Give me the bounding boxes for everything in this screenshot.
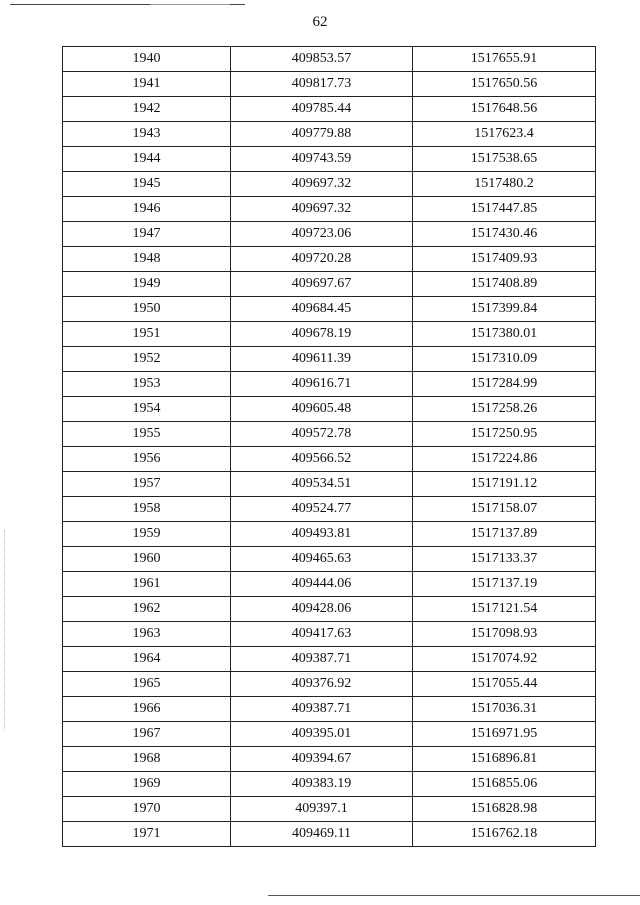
y-coordinate-cell: 1517310.09 [413, 347, 596, 372]
x-coordinate-cell: 409684.45 [231, 297, 413, 322]
y-coordinate-cell: 1517098.93 [413, 622, 596, 647]
table-row [63, 297, 596, 322]
x-coordinate-cell: 409469.11 [231, 822, 413, 847]
point-number-cell: 1963 [63, 622, 231, 647]
point-number-cell: 1956 [63, 447, 231, 472]
x-coordinate-cell: 409723.06 [231, 222, 413, 247]
table-row [63, 147, 596, 172]
point-number-cell: 1947 [63, 222, 231, 247]
x-coordinate-cell: 409779.88 [231, 122, 413, 147]
point-number-cell: 1952 [63, 347, 231, 372]
x-coordinate-cell: 409743.59 [231, 147, 413, 172]
y-coordinate-cell: 1517055.44 [413, 672, 596, 697]
y-coordinate-cell: 1517258.26 [413, 397, 596, 422]
point-number-cell: 1943 [63, 122, 231, 147]
table-row [63, 797, 596, 822]
table-row [63, 372, 596, 397]
table-row [63, 197, 596, 222]
page-number: 62 [312, 14, 328, 30]
y-coordinate-cell: 1517380.01 [413, 322, 596, 347]
margin-scan-marks [4, 530, 5, 730]
point-number-cell: 1949 [63, 272, 231, 297]
point-number-cell: 1944 [63, 147, 231, 172]
point-number-cell: 1967 [63, 722, 231, 747]
table-row [63, 47, 596, 72]
y-coordinate-cell: 1517158.07 [413, 497, 596, 522]
point-number-cell: 1965 [63, 672, 231, 697]
point-number-cell: 1951 [63, 322, 231, 347]
y-coordinate-cell: 1516855.06 [413, 772, 596, 797]
y-coordinate-cell: 1516762.18 [413, 822, 596, 847]
table-row [63, 97, 596, 122]
point-number-cell: 1953 [63, 372, 231, 397]
y-coordinate-cell: 1517430.46 [413, 222, 596, 247]
y-coordinate-cell: 1517623.4 [413, 122, 596, 147]
point-number-cell: 1945 [63, 172, 231, 197]
table-row [63, 272, 596, 297]
x-coordinate-cell: 409417.63 [231, 622, 413, 647]
y-coordinate-cell: 1516971.95 [413, 722, 596, 747]
x-coordinate-cell: 409428.06 [231, 597, 413, 622]
table-row [63, 222, 596, 247]
x-coordinate-cell: 409387.71 [231, 647, 413, 672]
table-row [63, 397, 596, 422]
y-coordinate-cell: 1517224.86 [413, 447, 596, 472]
table-row [63, 172, 596, 197]
table-row [63, 622, 596, 647]
x-coordinate-cell: 409853.57 [231, 47, 413, 72]
x-coordinate-cell: 409397.1 [231, 797, 413, 822]
x-coordinate-cell: 409534.51 [231, 472, 413, 497]
y-coordinate-cell: 1517447.85 [413, 197, 596, 222]
y-coordinate-cell: 1517036.31 [413, 697, 596, 722]
table-row [63, 672, 596, 697]
y-coordinate-cell: 1517074.92 [413, 647, 596, 672]
coordinates-table [62, 46, 596, 847]
x-coordinate-cell: 409678.19 [231, 322, 413, 347]
y-coordinate-cell: 1516828.98 [413, 797, 596, 822]
point-number-cell: 1961 [63, 572, 231, 597]
x-coordinate-cell: 409572.78 [231, 422, 413, 447]
x-coordinate-cell: 409566.52 [231, 447, 413, 472]
table-row [63, 572, 596, 597]
y-coordinate-cell: 1517137.19 [413, 572, 596, 597]
point-number-cell: 1954 [63, 397, 231, 422]
point-number-cell: 1940 [63, 47, 231, 72]
x-coordinate-cell: 409383.19 [231, 772, 413, 797]
table-row [63, 497, 596, 522]
point-number-cell: 1960 [63, 547, 231, 572]
x-coordinate-cell: 409697.67 [231, 272, 413, 297]
x-coordinate-cell: 409697.32 [231, 172, 413, 197]
x-coordinate-cell: 409387.71 [231, 697, 413, 722]
table-row [63, 747, 596, 772]
table-row [63, 547, 596, 572]
y-coordinate-cell: 1517538.65 [413, 147, 596, 172]
point-number-cell: 1946 [63, 197, 231, 222]
table-row [63, 597, 596, 622]
point-number-cell: 1970 [63, 797, 231, 822]
point-number-cell: 1948 [63, 247, 231, 272]
x-coordinate-cell: 409493.81 [231, 522, 413, 547]
table-row [63, 697, 596, 722]
point-number-cell: 1966 [63, 697, 231, 722]
x-coordinate-cell: 409817.73 [231, 72, 413, 97]
point-number-cell: 1941 [63, 72, 231, 97]
point-number-cell: 1958 [63, 497, 231, 522]
table-row [63, 647, 596, 672]
point-number-cell: 1957 [63, 472, 231, 497]
x-coordinate-cell: 409524.77 [231, 497, 413, 522]
x-coordinate-cell: 409605.48 [231, 397, 413, 422]
table-row [63, 422, 596, 447]
x-coordinate-cell: 409616.71 [231, 372, 413, 397]
y-coordinate-cell: 1517250.95 [413, 422, 596, 447]
y-coordinate-cell: 1517284.99 [413, 372, 596, 397]
point-number-cell: 1942 [63, 97, 231, 122]
x-coordinate-cell: 409395.01 [231, 722, 413, 747]
x-coordinate-cell: 409611.39 [231, 347, 413, 372]
y-coordinate-cell: 1517648.56 [413, 97, 596, 122]
point-number-cell: 1950 [63, 297, 231, 322]
x-coordinate-cell: 409785.44 [231, 97, 413, 122]
y-coordinate-cell: 1517399.84 [413, 297, 596, 322]
table-row [63, 247, 596, 272]
table-row [63, 347, 596, 372]
y-coordinate-cell: 1517480.2 [413, 172, 596, 197]
table-row [63, 722, 596, 747]
point-number-cell: 1971 [63, 822, 231, 847]
y-coordinate-cell: 1517655.91 [413, 47, 596, 72]
point-number-cell: 1962 [63, 597, 231, 622]
table-row [63, 822, 596, 847]
y-coordinate-cell: 1517137.89 [413, 522, 596, 547]
table-row [63, 472, 596, 497]
table-row [63, 522, 596, 547]
x-coordinate-cell: 409444.06 [231, 572, 413, 597]
point-number-cell: 1959 [63, 522, 231, 547]
x-coordinate-cell: 409394.67 [231, 747, 413, 772]
top-scan-rule-faint [150, 4, 230, 5]
point-number-cell: 1968 [63, 747, 231, 772]
table-row [63, 122, 596, 147]
point-number-cell: 1964 [63, 647, 231, 672]
y-coordinate-cell: 1517191.12 [413, 472, 596, 497]
x-coordinate-cell: 409697.32 [231, 197, 413, 222]
y-coordinate-cell: 1517409.93 [413, 247, 596, 272]
table-row [63, 322, 596, 347]
y-coordinate-cell: 1517408.89 [413, 272, 596, 297]
point-number-cell: 1955 [63, 422, 231, 447]
y-coordinate-cell: 1517121.54 [413, 597, 596, 622]
y-coordinate-cell: 1517650.56 [413, 72, 596, 97]
point-number-cell: 1969 [63, 772, 231, 797]
table-row [63, 447, 596, 472]
coordinates-table-body [63, 47, 596, 847]
y-coordinate-cell: 1516896.81 [413, 747, 596, 772]
table-row [63, 72, 596, 97]
bottom-scan-rule [268, 895, 640, 896]
table-row [63, 772, 596, 797]
x-coordinate-cell: 409376.92 [231, 672, 413, 697]
y-coordinate-cell: 1517133.37 [413, 547, 596, 572]
x-coordinate-cell: 409465.63 [231, 547, 413, 572]
x-coordinate-cell: 409720.28 [231, 247, 413, 272]
